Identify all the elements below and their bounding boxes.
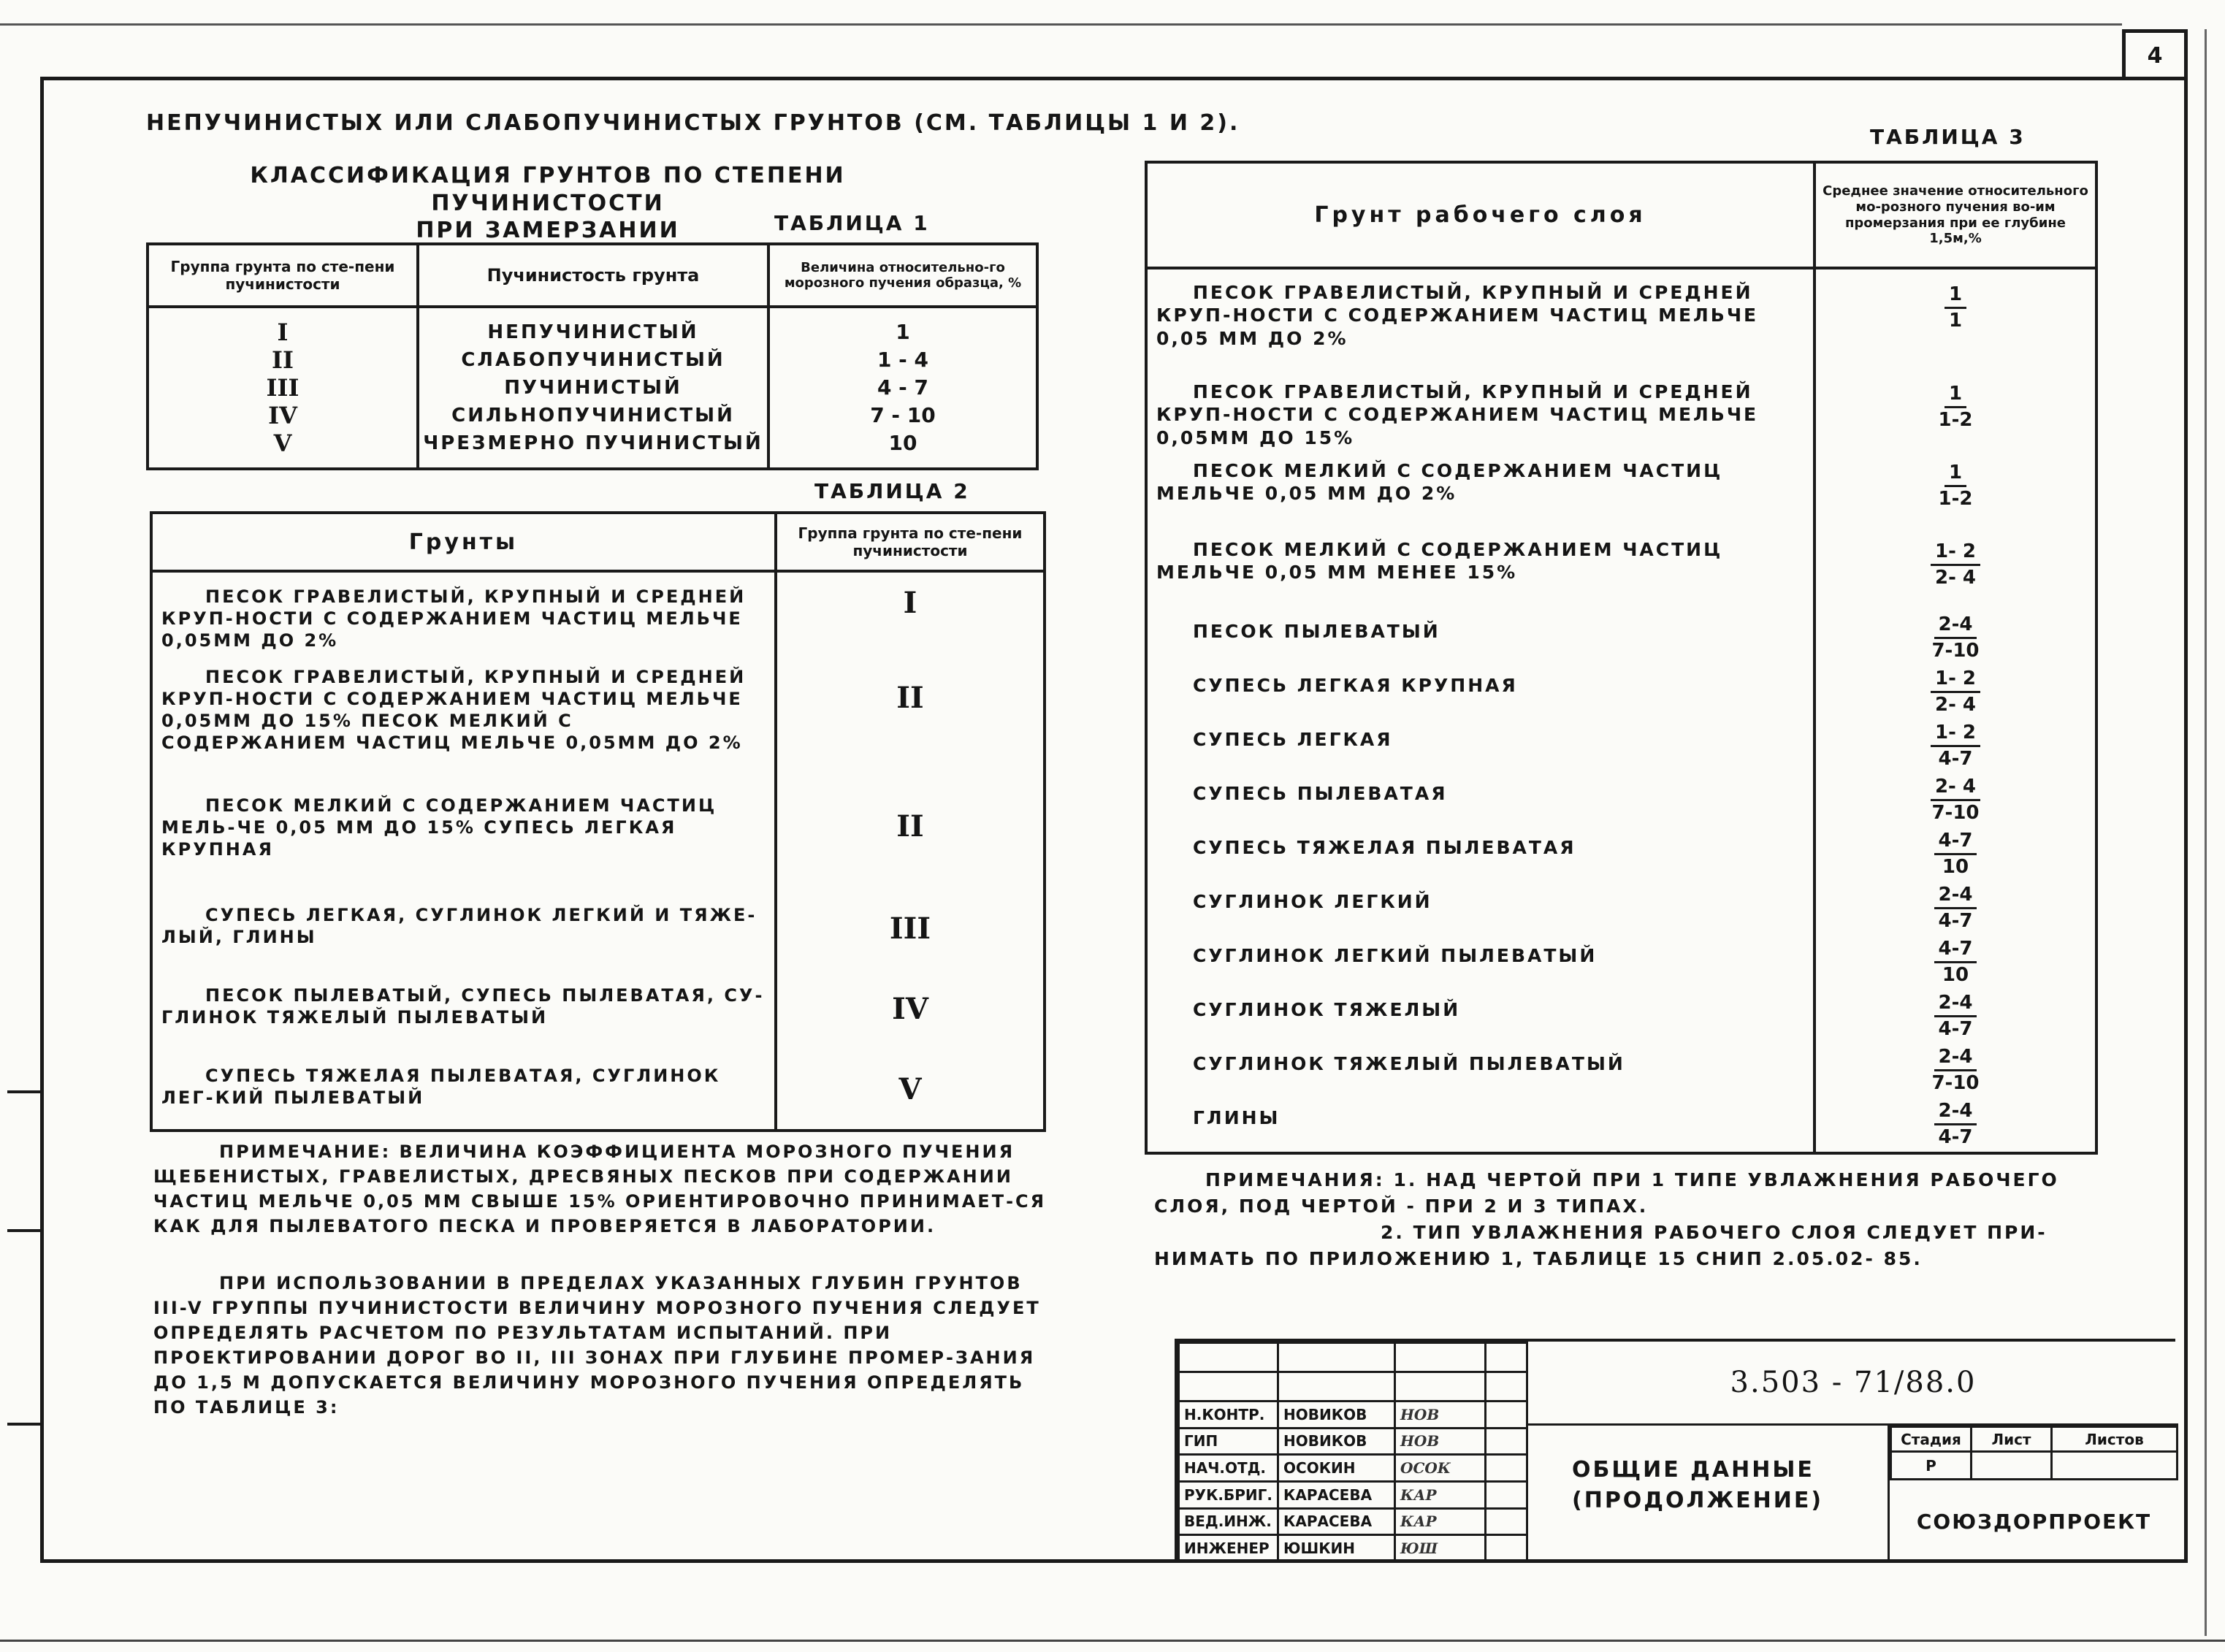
table3-soil: СУПЕСЬ ТЯЖЕЛАЯ ПЫЛЕВАТАЯ — [1193, 837, 1576, 858]
staff-name: ОСОКИН — [1278, 1455, 1395, 1482]
tick-mark — [7, 1090, 40, 1093]
document-code: 3.503 - 71/88.0 — [1528, 1342, 2178, 1426]
staff-role: НАЧ.ОТД. — [1179, 1455, 1278, 1482]
table3-soil: ПЕСОК ПЫЛЕВАТЫЙ — [1193, 621, 1440, 642]
table3-caption: ТАБЛИЦА 3 — [1870, 125, 2026, 149]
table2-group: IV — [892, 992, 928, 1026]
table3-value-num: 2-4 — [1934, 884, 1977, 909]
table1-value: 1 - 4 — [877, 348, 929, 372]
notes-right — [1154, 1167, 2104, 1272]
sheet-title-line2: (ПРОДОЛЖЕНИЕ) — [1572, 1488, 1824, 1513]
table1-header-name: Пучинистость грунта — [418, 244, 768, 307]
table3-value-num: 2-4 — [1934, 1101, 1977, 1125]
staff-signature: ОСОК — [1395, 1455, 1486, 1482]
table3-value-num: 2-4 — [1934, 993, 1977, 1017]
table1-name: ПУЧИНИСТЫЙ — [504, 377, 682, 399]
table3-value-num: 1- 2 — [1931, 668, 1980, 693]
table3-value — [1816, 452, 2095, 531]
table3-value-num: 2-4 — [1934, 614, 1977, 639]
staff-signature: КАР — [1395, 1481, 1486, 1508]
stage-grid — [1890, 1426, 2178, 1480]
stage-label: Стадия — [1891, 1427, 1972, 1452]
table3-soil: ПЕСОК ГРАВЕЛИСТЫЙ, КРУПНЫЙ И СРЕДНЕЙ КРУП-НОСТИ С СОДЕРЖАНИЕМ ЧАСТИЦ МЕЛЬЧЕ 0,05ММ ДО 15% — [1156, 381, 1759, 448]
table3-soil: СУПЕСЬ ЛЕГКАЯ — [1193, 729, 1393, 750]
table3-soil: СУГЛИНОК ЛЕГКИЙ ПЫЛЕВАТЫЙ — [1193, 945, 1598, 966]
table2-group: II — [896, 809, 924, 844]
staff-role: ВЕД.ИНЖ. — [1179, 1508, 1278, 1535]
table1-group: III — [266, 374, 299, 402]
table2-soil: ПЕСОК МЕЛКИЙ С СОДЕРЖАНИЕМ ЧАСТИЦ МЕЛЬ-ЧЕ 0,05 ММ ДО 15% СУПЕСЬ ЛЕГКАЯ КРУПНАЯ — [161, 795, 717, 860]
staff-signature: КАР — [1395, 1508, 1486, 1535]
table3-value-num: 1- 2 — [1931, 722, 1980, 747]
table3-value-den: 4-7 — [1938, 909, 1973, 932]
table3-soil: СУГЛИНОК ТЯЖЕЛЫЙ ПЫЛЕВАТЫЙ — [1193, 1053, 1625, 1074]
table1-name: СИЛЬНОПУЧИНИСТЫЙ — [451, 405, 735, 427]
table3-value-num: 2-4 — [1934, 1047, 1977, 1071]
table3-value-den: 7-10 — [1931, 1071, 1980, 1094]
table2-soil-column — [151, 571, 776, 1131]
table2-soil: СУПЕСЬ ЛЕГКАЯ, СУГЛИНОК ЛЕГКИЙ И ТЯЖЕ-ЛЫЙ, ГЛИНЫ — [161, 905, 757, 947]
table3-value-den: 7-10 — [1931, 639, 1980, 662]
bottom-edge-line — [0, 1640, 2225, 1642]
table1-group: I — [277, 318, 289, 346]
table2-group: II — [896, 681, 924, 715]
staff-name: КАРАСЕВА — [1278, 1508, 1395, 1535]
table3-value-den: 1 — [1948, 309, 1963, 332]
sheet-title-line1: ОБЩИЕ ДАННЫЕ — [1572, 1457, 1814, 1483]
table3-value — [1816, 373, 2095, 452]
table1-caption: ТАБЛИЦА 1 — [774, 211, 930, 235]
table2 — [150, 511, 1046, 1129]
table3-soil: ПЕСОК ГРАВЕЛИСТЫЙ, КРУПНЫЙ И СРЕДНЕЙ КРУП-НОСТИ С СОДЕРЖАНИЕМ ЧАСТИЦ МЕЛЬЧЕ 0,05 ММ ДО 2% — [1156, 282, 1759, 349]
table1-header-value: Величина относительно-го морозного пучения образца, % — [768, 244, 1037, 307]
table1-group: V — [273, 429, 292, 457]
table3-value-num: 1 — [1945, 383, 1966, 408]
classification-title-line2: ПРИ ЗАМЕРЗАНИИ — [416, 218, 680, 243]
table3-value-num: 1 — [1945, 284, 1966, 309]
table3-value-den: 1-2 — [1938, 408, 1973, 431]
staff-signature: НОВ — [1395, 1428, 1486, 1455]
table1-value: 1 — [896, 320, 910, 344]
stamp-right — [1528, 1342, 2178, 1563]
table3-soil: ПЕСОК МЕЛКИЙ С СОДЕРЖАНИЕМ ЧАСТИЦ МЕЛЬЧЕ 0,05 ММ ДО 2% — [1156, 460, 1723, 505]
staff-grid — [1178, 1342, 1528, 1563]
table3-soil: СУПЕСЬ ПЫЛЕВАТАЯ — [1193, 783, 1448, 804]
table3-value — [1816, 1096, 2095, 1147]
table1-groups — [148, 307, 418, 469]
paragraph-left: ПРИ ИСПОЛЬЗОВАНИИ В ПРЕДЕЛАХ УКАЗАННЫХ ГЛУБИН ГРУНТОВ III-V ГРУППЫ ПУЧИНИСТОСТИ ВЕЛИЧИНУ МОРОЗНОГО ПУЧЕНИЯ СЛЕДУЕТ ОПРЕДЕЛЯТЬ РАСЧЕТОМ ПО РЕЗУЛЬТАТАМ ИСПЫТАНИЙ. ПРИ ПРОЕКТИРОВАНИИ ДОРОГ ВО II, III ЗОНАХ ПРИ ГЛУБИНЕ ПРОМЕР-ЗАНИЯ ДО 1,5 М ДОПУСКАЕТСЯ ВЕЛИЧИНУ МОРОЗНОГО ПУЧЕНИЯ ОПРЕДЕЛЯТЬ ПО ТАБЛИЦЕ 3: — [153, 1273, 1041, 1418]
table3-value-den: 4-7 — [1938, 1017, 1973, 1040]
table3-value — [1816, 772, 2095, 826]
table3-value-den: 2- 4 — [1934, 693, 1977, 716]
table1-value: 7 - 10 — [870, 403, 936, 427]
table3-value — [1816, 664, 2095, 718]
table1-name: СЛАБОПУЧИНИСТЫЙ — [461, 349, 725, 371]
stage-value: Р — [1891, 1452, 1972, 1480]
table3-value-den: 2- 4 — [1934, 566, 1977, 589]
table3-soil: СУГЛИНОК ТЯЖЕЛЫЙ — [1193, 999, 1461, 1020]
table1-group: II — [272, 346, 294, 374]
table3-value — [1816, 826, 2095, 880]
page-number: 4 — [2147, 43, 2163, 69]
table1-value: 4 - 7 — [877, 375, 929, 399]
table1-names — [418, 307, 768, 469]
table3-value — [1816, 1042, 2095, 1096]
table1-name: НЕПУЧИНИСТЫЙ — [487, 321, 699, 343]
table1 — [146, 242, 1039, 470]
note-left: ПРИМЕЧАНИЕ: ВЕЛИЧИНА КОЭФФИЦИЕНТА МОРОЗНОГО ПУЧЕНИЯ ЩЕБЕНИСТЫХ, ГРАВЕЛИСТЫХ, ДРЕСВЯНЫХ ПЕСКОВ ПРИ СОДЕРЖАНИИ ЧАСТИЦ МЕЛЬЧЕ 0,05 ММ СВЫШЕ 15% ОРИЕНТИРОВОЧНО ПРИНИМАЕТ-СЯ КАК ДЛЯ ПЫЛЕВАТОГО ПЕСКА И ПРОВЕРЯЕТСЯ В ЛАБОРАТОРИИ. — [153, 1142, 1047, 1236]
table2-group: I — [903, 586, 917, 620]
table3-value-den: 1-2 — [1938, 487, 1973, 510]
table3 — [1145, 161, 2098, 1154]
sheet-label: Лист — [1972, 1427, 2052, 1452]
table3-value-den: 4-7 — [1938, 747, 1973, 770]
table3-value — [1816, 934, 2095, 988]
table1-name: ЧРЕЗМЕРНО ПУЧИНИСТЫЙ — [423, 432, 763, 454]
staff-role: РУК.БРИГ. — [1179, 1481, 1278, 1508]
table1-value: 10 — [888, 431, 917, 455]
table2-header-soils: Грунты — [151, 513, 776, 571]
staff-signature: ЮШ — [1395, 1535, 1486, 1562]
notes-right-line1: ПРИМЕЧАНИЯ: 1. НАД ЧЕРТОЙ ПРИ 1 ТИПЕ УВЛАЖНЕНИЯ РАБОЧЕГО СЛОЯ, ПОД ЧЕРТОЙ - ПРИ 2 И 3 ТИПАХ. — [1154, 1169, 2059, 1217]
staff-name: КАРАСЕВА — [1278, 1481, 1395, 1508]
staff-name: НОВИКОВ — [1278, 1401, 1395, 1429]
sheets-label: Листов — [2052, 1427, 2178, 1452]
table3-value — [1816, 274, 2095, 373]
table2-soil: ПЕСОК ГРАВЕЛИСТЫЙ, КРУПНЫЙ И СРЕДНЕЙ КРУП-НОСТИ С СОДЕРЖАНИЕМ ЧАСТИЦ МЕЛЬЧЕ 0,05ММ ДО 15% ПЕСОК МЕЛКИЙ С СОДЕРЖАНИЕМ ЧАСТИЦ МЕЛЬЧЕ 0,05ММ ДО 2% — [161, 667, 747, 753]
tick-mark — [7, 1229, 40, 1232]
title-block — [1175, 1339, 2175, 1563]
staff-role: Н.КОНТР. — [1179, 1401, 1278, 1429]
sheet-title — [1528, 1426, 1890, 1563]
table3-value-num: 1- 2 — [1931, 541, 1980, 566]
table3-soil: ПЕСОК МЕЛКИЙ С СОДЕРЖАНИЕМ ЧАСТИЦ МЕЛЬЧЕ 0,05 ММ МЕНЕЕ 15% — [1156, 539, 1723, 584]
table2-group: V — [898, 1072, 922, 1106]
table1-header-group: Группа грунта по сте-пени пучинистости — [148, 244, 418, 307]
table3-value-num: 1 — [1945, 462, 1966, 487]
table1-values — [768, 307, 1037, 469]
table2-caption: ТАБЛИЦА 2 — [814, 479, 970, 503]
table3-value — [1816, 880, 2095, 934]
table3-header-value: Среднее значение относительного мо-розного пучения во-им промерзания при ее глубине 1,5м,% — [1814, 162, 2096, 268]
staff-name: ЮШКИН — [1278, 1535, 1395, 1562]
table3-value-den: 7-10 — [1931, 801, 1980, 824]
table3-value-den: 10 — [1942, 855, 1969, 878]
table3-value — [1816, 718, 2095, 772]
table3-soil: ГЛИНЫ — [1193, 1107, 1281, 1128]
top-edge-line — [0, 23, 2122, 26]
table1-group: IV — [268, 402, 297, 429]
table2-header-group: Группа грунта по сте-пени пучинистости — [776, 513, 1045, 571]
table3-value-column — [1814, 268, 2096, 1153]
organization-name: СОЮЗДОРПРОЕКТ — [1916, 1510, 2152, 1534]
table2-soil: ПЕСОК ПЫЛЕВАТЫЙ, СУПЕСЬ ПЫЛЕВАТАЯ, СУ-ГЛИНОК ТЯЖЕЛЫЙ ПЫЛЕВАТЫЙ — [161, 985, 765, 1028]
tick-mark — [7, 1423, 40, 1426]
table3-soil: СУПЕСЬ ЛЕГКАЯ КРУПНАЯ — [1193, 675, 1518, 696]
staff-name: НОВИКОВ — [1278, 1428, 1395, 1455]
intro-line: НЕПУЧИНИСТЫХ ИЛИ СЛАБОПУЧИНИСТЫХ ГРУНТОВ (СМ. ТАБЛИЦЫ 1 И 2). — [146, 110, 1240, 136]
table3-value-num: 4-7 — [1934, 938, 1977, 963]
table3-soil: СУГЛИНОК ЛЕГКИЙ — [1193, 891, 1432, 912]
table3-value-den: 4-7 — [1938, 1125, 1973, 1148]
table3-value-num: 4-7 — [1934, 830, 1977, 855]
table3-value-den: 10 — [1942, 963, 1969, 986]
page-number-box — [2122, 29, 2188, 79]
table3-value — [1816, 610, 2095, 664]
classification-title-line1: КЛАССИФИКАЦИЯ ГРУНТОВ ПО СТЕПЕНИ ПУЧИНИСТОСТИ — [250, 163, 846, 216]
table2-soil: СУПЕСЬ ТЯЖЕЛАЯ ПЫЛЕВАТАЯ, СУГЛИНОК ЛЕГ-КИЙ ПЫЛЕВАТЫЙ — [161, 1066, 721, 1108]
staff-role: ИНЖЕНЕР — [1179, 1535, 1278, 1562]
staff-role: ГИП — [1179, 1428, 1278, 1455]
staff-signature: НОВ — [1395, 1401, 1486, 1429]
notes-right-line2: 2. ТИП УВЛАЖНЕНИЯ РАБОЧЕГО СЛОЯ СЛЕДУЕТ ПРИ-НИМАТЬ ПО ПРИЛОЖЕНИЮ 1, ТАБЛИЦЕ 15 СНИП 2.05.02- 85. — [1154, 1222, 2047, 1269]
table3-header-soil: Грунт рабочего слоя — [1146, 162, 1814, 268]
table3-soil-column — [1146, 268, 1814, 1153]
table3-value — [1816, 988, 2095, 1042]
table2-group: III — [889, 911, 931, 946]
table3-value-num: 2- 4 — [1931, 776, 1980, 801]
table3-value — [1816, 531, 2095, 610]
right-edge-line — [2205, 29, 2207, 1636]
table2-soil: ПЕСОК ГРАВЕЛИСТЫЙ, КРУПНЫЙ И СРЕДНЕЙ КРУП-НОСТИ С СОДЕРЖАНИЕМ ЧАСТИЦ МЕЛЬЧЕ 0,05ММ ДО 2% — [161, 586, 747, 651]
table2-group-column — [776, 571, 1045, 1131]
